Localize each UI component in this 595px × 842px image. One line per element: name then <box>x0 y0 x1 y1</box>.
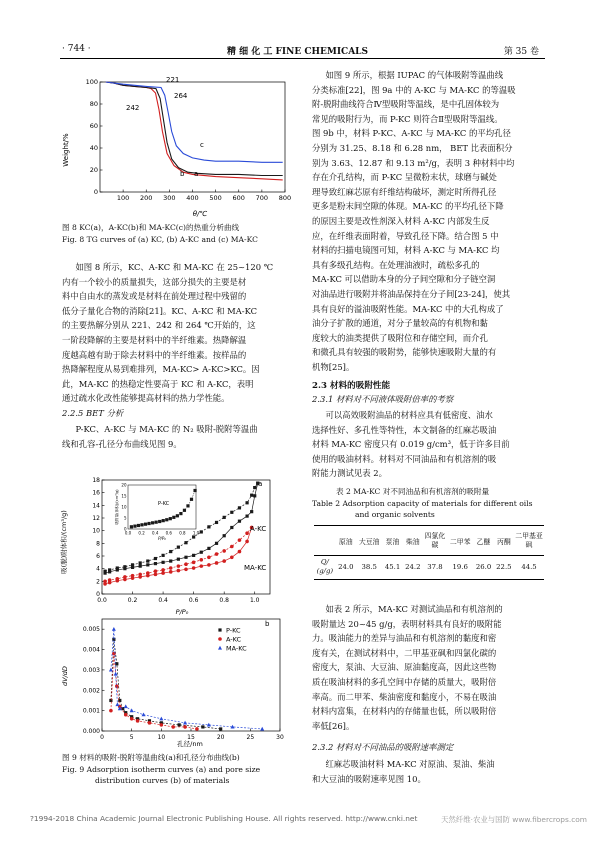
y-tick-label: 100 <box>85 78 98 86</box>
y-tick-label: 80 <box>89 100 98 108</box>
volume-label: 第 35 卷 <box>503 47 539 57</box>
x-tick-label: 0 <box>100 734 104 741</box>
x-tick-label: 800 <box>278 194 292 202</box>
table2-top-rule <box>314 525 544 526</box>
table2-col-ccl4: 四氯化碳 <box>424 531 446 549</box>
fig9a-ylabel: 吸(脱)附体积/(cm³/g) <box>60 510 68 574</box>
x-tick-label: 0.0 <box>97 597 107 604</box>
legend-marker-MA-KC <box>218 646 222 650</box>
pore-point <box>130 717 134 721</box>
pore-point <box>115 684 119 688</box>
inset-y-tick-label: 15 <box>121 493 127 499</box>
inset-point <box>155 521 158 524</box>
inset-x-tick-label: 1.0 <box>192 530 200 536</box>
fig9a-label-akc: A-KC <box>250 525 267 533</box>
inset-x-tick-label: 0.2 <box>138 530 145 536</box>
y-tick-label: 10 <box>92 527 100 535</box>
inset-point <box>151 521 154 524</box>
plot-frame <box>102 619 280 731</box>
isotherm-desorption-MA-KC <box>105 528 252 582</box>
x-tick-label: 600 <box>232 194 245 202</box>
fig9b-xlabel: 孔径/nm <box>177 740 203 748</box>
isotherm-point <box>154 573 158 577</box>
x-tick-label: 20 <box>216 734 225 741</box>
legend-label-P-KC: P-KC <box>226 626 241 635</box>
fig9-caption-cn: 图 9 材料的吸附-脱附等温曲线(a)和孔径分布曲线(b) <box>62 753 240 762</box>
inset-point <box>165 518 168 521</box>
inset-point <box>193 489 196 492</box>
pore-point <box>159 717 163 721</box>
isotherm-point <box>161 554 164 557</box>
pore-point <box>115 702 119 706</box>
left-paragraph-2: P-KC、A-KC 与 MA-KC 的 N₂ 吸附-脱附等温曲 线和孔容-孔径分布曲线见图 9。 <box>62 424 258 449</box>
fig8-annot-264: 264 <box>174 92 188 100</box>
y-tick-label: 6 <box>96 553 100 560</box>
isotherm-point <box>200 530 203 533</box>
fig8-xlabel: θ/℃ <box>192 210 208 218</box>
isotherm-point <box>230 545 234 549</box>
left-paragraph-1: 如图 8 所示，KC、A-KC 和 MA-KC 在 25~120 ℃ 内有一个较小的质量损失，这部分损失的主要是材 料中自由水的蒸发或是材料在前处理过程中残留的 低分子量化合物的消除[21]。KC、A-KC 和 MA-KC 的主要热解分别从 221、242 和 264 ℃开始的，这 一阶段降解的主要是材料中的半纤维素。热降解温 度越高越有助于除去材料中的半纤维素。按样品的 热降解程度从易到难排列，MA-KC> A-KC>KC。因 此，MA-KC 的热稳定性要高于 KC 和 A-KC，表明 通过疏水化改性能够提高材料的热力学性能。 <box>62 262 274 404</box>
isotherm-point <box>116 566 119 569</box>
table2-col-soy: 大豆油 <box>358 537 380 546</box>
x-tick-label: 15 <box>187 734 195 741</box>
fig8-annot-221: 221 <box>166 76 180 84</box>
table2-caption-en-1: Table 2 Adsorption capacity of materials for different oils <box>312 499 533 508</box>
pore-point <box>136 719 140 723</box>
isotherm-point <box>245 531 249 535</box>
isotherm-point <box>207 563 211 567</box>
pore-point <box>195 727 199 731</box>
isotherm-point <box>146 559 149 562</box>
x-tick-label: 0.4 <box>158 597 168 604</box>
tg-curve-b <box>106 82 283 176</box>
table2-caption-en-2: and organic solvents <box>355 510 435 519</box>
inset-xlabel: P/P₀ <box>158 536 166 541</box>
isotherm-point <box>230 555 234 559</box>
isotherm-point <box>108 578 112 582</box>
pore-point <box>178 723 181 726</box>
y-tick-label: 12 <box>92 515 100 522</box>
fig9a-xlabel: P/P₀ <box>175 608 189 616</box>
legend-label-A-KC: A-KC <box>226 635 242 644</box>
pore-point <box>219 727 222 730</box>
x-tick-label: 200 <box>140 194 153 202</box>
pore-point <box>142 713 146 717</box>
isotherm-point <box>139 561 142 564</box>
isotherm-point <box>138 573 142 577</box>
x-tick-label: 300 <box>163 194 176 202</box>
isotherm-point <box>253 486 256 489</box>
table2-cell: 37.8 <box>427 563 443 571</box>
isotherm-point <box>245 515 248 518</box>
fig9-caption-en-2: distribution curves (b) of materials <box>95 776 230 785</box>
inset-y-tick-label: 20 <box>121 482 127 488</box>
isotherm-point <box>177 558 180 561</box>
fig8-annot-242: 242 <box>126 104 140 112</box>
isotherm-point <box>103 580 107 584</box>
inset-point <box>137 524 140 527</box>
fig9b-ylabel: dV/dD <box>61 666 69 686</box>
isotherm-point <box>123 565 126 568</box>
legend-marker-P-KC <box>218 628 221 631</box>
inset-point <box>186 504 189 507</box>
table2-cell: 45.1 <box>384 563 401 571</box>
pore-point <box>130 708 134 712</box>
isotherm-point <box>192 566 196 570</box>
y-tick-label: 14 <box>92 502 100 510</box>
inset-point <box>158 520 161 523</box>
isotherm-point <box>177 564 181 568</box>
fig8-caption-cn: 图 8 KC(a)，A-KC(b)和 MA-KC(c)的热重分析曲线 <box>62 223 240 232</box>
isotherm-adsorption-MA-KC <box>105 528 252 584</box>
isotherm-point <box>215 552 219 556</box>
table2-value-row <box>314 555 544 579</box>
right-paragraph-4: 红麻芯吸油材料 MA-KC 对原油、泵油、柴油 和大豆油的吸附速率见图 10。 <box>312 759 495 784</box>
table2-cell: 26.0 <box>475 563 492 571</box>
table2-cell: 22.5 <box>496 563 512 571</box>
isotherm-point <box>192 554 195 557</box>
isotherm-point <box>139 565 142 568</box>
isotherm-point <box>184 541 187 544</box>
isotherm-point <box>207 525 210 528</box>
pore-point <box>171 725 175 729</box>
pore-curve-A-KC <box>111 654 197 729</box>
inset-point <box>179 512 182 515</box>
pore-point <box>109 699 112 702</box>
table2-col-xylene: 二甲苯 <box>449 537 471 546</box>
isotherm-point <box>161 561 164 564</box>
table2-cell: 19.6 <box>452 563 468 571</box>
fig8-curve-label-b: b <box>180 170 185 178</box>
y-tick-label: 0.002 <box>82 687 100 695</box>
pore-point <box>124 713 128 717</box>
table2-cell: 24.0 <box>338 563 354 571</box>
fig8-curve-label-a: a <box>194 170 199 178</box>
isotherm-point <box>115 577 119 581</box>
pore-point <box>114 672 118 676</box>
isotherm-point <box>245 501 248 504</box>
x-tick-label: 500 <box>209 194 222 202</box>
table2-row-label: Q/ (g/g) <box>316 558 334 575</box>
isotherm-point <box>103 570 106 573</box>
inset-point <box>140 523 143 526</box>
isotherm-point <box>177 569 181 573</box>
table2-cell: 44.5 <box>521 563 537 571</box>
pore-point <box>183 725 187 729</box>
x-tick-label: 0.6 <box>188 597 199 604</box>
isotherm-point <box>161 571 165 575</box>
page-number: · 744 · <box>62 44 91 54</box>
isotherm-point <box>184 562 188 566</box>
isotherm-point <box>131 563 134 566</box>
isotherm-point <box>177 546 180 549</box>
section-2-3: 2.3 材料的吸附性能 <box>312 381 391 391</box>
fig9-caption-en-1: Fig. 9 Adsorption isotherm curves (a) and pore size <box>62 765 261 774</box>
x-tick-label: 100 <box>116 194 130 202</box>
table2-col-acetone: 丙酮 <box>496 537 511 546</box>
y-tick-label: 2 <box>96 578 100 586</box>
fig9a-isotherm-chart <box>60 472 290 617</box>
y-tick-label: 4 <box>96 565 100 573</box>
table2-corner <box>314 527 336 555</box>
y-tick-label: 8 <box>96 540 100 548</box>
inset-x-tick-label: 0.8 <box>179 530 186 536</box>
x-tick-label: 0.8 <box>219 597 229 604</box>
inset-frame <box>128 485 196 529</box>
isotherm-point <box>223 534 226 537</box>
inset-point <box>169 517 172 520</box>
isotherm-point <box>169 550 172 553</box>
legend-marker-A-KC <box>218 637 222 641</box>
legend-label-MA-KC: MA-KC <box>226 644 247 653</box>
isotherm-point <box>154 562 157 565</box>
tg-curve-c <box>106 82 283 162</box>
isotherm-point <box>222 559 226 563</box>
pore-point <box>260 727 264 731</box>
isotherm-point <box>154 557 157 560</box>
y-tick-label: 0.003 <box>82 666 100 674</box>
header-rule <box>60 58 545 59</box>
isotherm-point <box>169 559 172 562</box>
y-tick-label: 0.001 <box>82 707 100 715</box>
pore-point <box>160 723 164 727</box>
y-tick-label: 60 <box>89 122 98 130</box>
isotherm-point <box>238 550 242 554</box>
table2 <box>314 527 544 580</box>
inset-point <box>144 523 147 526</box>
isotherm-point <box>146 563 149 566</box>
isotherm-point <box>250 510 253 513</box>
inset-y-tick-label: 10 <box>121 504 127 510</box>
fig8-caption-en: Fig. 8 TG curves of (a) KC, (b) A-KC and (c) MA-KC <box>62 235 258 244</box>
pore-curve-P-KC <box>111 639 221 729</box>
inset-point <box>147 522 150 525</box>
table2-col-dmso: 二甲基亚砜 <box>515 531 543 549</box>
pore-point <box>124 704 128 708</box>
right-paragraph-3: 如表 2 所示，MA-KC 对测试油品和有机溶剂的 吸附量达 20~45 g/g，表明材料具有良好的吸附能 力。吸油能力的差异与油品和有机溶剂的黏度和密 度有关，在测试材料中，二甲基亚砜和四氯化碳的 密度大，泵油、大豆油、原油黏度高，因此这些物 质在吸油材料的多孔空间中存储的质量大，吸附倍 率高。而二甲苯、柴油密度和黏度小，不易在吸油 材料内富集，在材料内的存储量也低，所以吸附倍 率低[26]。 <box>312 604 503 731</box>
table2-col-crude: 原油 <box>338 537 353 546</box>
table2-caption-cn: 表 2 MA-KC 对不同油品和有机溶剂的吸附量 <box>336 487 490 496</box>
isotherm-point <box>223 516 226 519</box>
inset-point <box>183 509 186 512</box>
inset-point <box>162 519 165 522</box>
y-tick-label: 0 <box>93 188 98 196</box>
x-tick-label: 10 <box>157 734 166 741</box>
isotherm-point <box>207 555 211 559</box>
fig9a-label-makc: MA-KC <box>244 564 267 572</box>
isotherm-point <box>200 551 203 554</box>
fig9b-pore-size-chart <box>60 614 290 749</box>
y-tick-label: 0.005 <box>82 626 100 634</box>
right-paragraph-1: 如图 9 所示，根据 IUPAC 的气体吸附等温曲线 分类标准[22]，图 9a 中的 A-KC 与 MA-KC 的等温吸 附-脱附曲线符合Ⅳ型吸附等温线，是中孔固体较为 常见的吸附行为，而 P-KC 则符合Ⅱ型吸附等温线。 图 9b 中，材料 P-KC、A-KC 与 MA-KC 的平均孔径 分别为 31.25、8.18 和 6.28 nm， BET 比表面积分 别为 3.63、12.87 和 9.13 m²/g，表明 3 种材料中均 存在介孔结构，而 P-KC 呈微粉末状，球磨与碱处 理导致红麻芯原有纤维结构破坏，测定时所得孔径 更多是粉末间空隙的体现。MA-KC 的平均孔径下降 的原因主要是改性剂深入材料 A-KC 内部发生反 应，在纤维表面附着，导致孔径下降。结合图 5 中 材料的扫描电镜图可知，材料 A-KC 与 MA-KC 均 具有多级孔结构。在处理油液时，疏松多孔的 MA-KC 可以借助本身的分子间空隙和分子链空洞 对油品进行吸附并将油品保持在分子间[23-24]，使其 具有良好的溢油吸附性能。MA-KC 中的大孔构成了 油分子扩散的通道，对分子量较高的有机物和黏 度较大的油类提供了吸附位和存储空间，而介孔 和微孔具有较强的吸附势，能够快速吸附大量的有 机物[25]。 <box>312 70 516 372</box>
inset-x-tick-label: 0.0 <box>124 530 132 536</box>
fig8-curve-label-c: c <box>200 141 204 149</box>
fig9b-panel-label: b <box>265 620 270 628</box>
y-tick-label: 18 <box>92 477 100 484</box>
isotherm-point <box>238 520 241 523</box>
isotherm-point <box>238 538 242 542</box>
isotherm-point <box>230 511 233 514</box>
table2-col-diesel: 柴油 <box>405 537 420 546</box>
y-tick-label: 0.000 <box>82 728 100 735</box>
isotherm-point <box>199 564 203 568</box>
y-tick-label: 20 <box>89 166 98 174</box>
right-paragraph-2: 可以高效吸附油品的材料应具有低密度、油水 选择性好、多孔性等特性，本文制备的红麻芯吸油 材料 MA-KC 密度只有 0.019 g/cm³，低于许多目前 使用的吸油材料。材料对不同油品和有机溶剂的吸 附能力测试见表 2。 <box>312 410 510 479</box>
isotherm-point <box>184 556 187 559</box>
isotherm-point <box>199 558 203 562</box>
isotherm-point <box>192 535 195 538</box>
isotherm-point <box>161 568 165 572</box>
x-tick-label: 5 <box>129 734 134 741</box>
isotherm-point <box>184 568 188 572</box>
pore-point <box>109 709 113 713</box>
pore-point <box>148 721 152 725</box>
isotherm-point <box>131 574 135 578</box>
section-2-3-1: 2.3.1 材料对不同液体吸附倍率的考察 <box>312 394 454 404</box>
y-tick-label: 0.004 <box>82 646 100 654</box>
inset-point <box>190 498 193 501</box>
fig8-tg-chart <box>60 70 300 220</box>
inset-point <box>172 516 175 519</box>
footer-copyright: ?1994-2018 China Academic Journal Electronic Publishing House. All rights reserved. http://www.cnki.net <box>30 814 418 823</box>
isotherm-point <box>108 568 111 571</box>
isotherm-point <box>169 570 173 574</box>
isotherm-point <box>238 506 241 509</box>
y-tick-label: 40 <box>89 144 98 152</box>
isotherm-point <box>215 561 219 565</box>
isotherm-point <box>230 526 233 529</box>
inset-point <box>133 525 136 528</box>
inset-y-tick-label: 0 <box>123 526 127 532</box>
x-tick-label: 30 <box>276 734 284 741</box>
isotherm-point <box>192 561 196 565</box>
section-2-3-2: 2.3.2 材料对不同油品的吸附速率测定 <box>312 742 454 752</box>
inset-pkc-label: P-KC <box>158 501 170 507</box>
journal-name: 精 细 化 工 FINE CHEMICALS <box>226 47 369 57</box>
fig9a-panel-label: a <box>258 480 263 488</box>
x-tick-label: 1.0 <box>249 597 260 604</box>
table2-header-row <box>314 527 544 555</box>
footer-watermark: 天然纤维·农业与国防 www.fibercrops.com <box>441 815 587 824</box>
isotherm-point <box>215 542 218 545</box>
pore-point <box>115 662 118 665</box>
x-tick-label: 700 <box>255 194 269 202</box>
pore-point <box>112 627 116 631</box>
isotherm-point <box>207 547 210 550</box>
isotherm-point <box>123 575 127 579</box>
inset-x-tick-label: 0.6 <box>165 530 172 536</box>
table2-col-pump: 泵油 <box>385 537 400 546</box>
isotherm-point <box>215 521 218 524</box>
isotherm-point <box>245 540 249 544</box>
inset-point <box>176 514 179 517</box>
pore-point <box>183 721 187 725</box>
table2-cell: 24.2 <box>405 563 421 571</box>
inset-ylabel: 吸附量(体积)/(cm³/g) <box>115 489 119 525</box>
x-tick-label: 0.2 <box>127 597 138 604</box>
isotherm-point <box>154 569 158 573</box>
section-2-2-5: 2.2.5 BET 分析 <box>62 408 124 418</box>
isotherm-point <box>222 549 226 553</box>
isotherm-point <box>253 494 256 497</box>
inset-x-tick-label: 0.4 <box>152 530 159 536</box>
x-tick-label: 400 <box>186 194 199 202</box>
x-tick-label: 25 <box>246 734 255 741</box>
isotherm-point <box>146 571 150 575</box>
fig8-ylabel: Weight/% <box>62 133 70 167</box>
isotherm-point <box>250 494 253 497</box>
table2-col-ether: 乙醚 <box>476 537 491 546</box>
y-tick-label: 16 <box>92 489 100 497</box>
inset-y-tick-label: 5 <box>123 515 127 521</box>
inset-point <box>130 525 133 528</box>
y-tick-label: 0 <box>96 591 100 598</box>
isotherm-point <box>169 566 173 570</box>
table2-cell: 38.5 <box>361 563 377 571</box>
pore-point <box>201 725 204 728</box>
tg-curve-a <box>106 82 283 180</box>
